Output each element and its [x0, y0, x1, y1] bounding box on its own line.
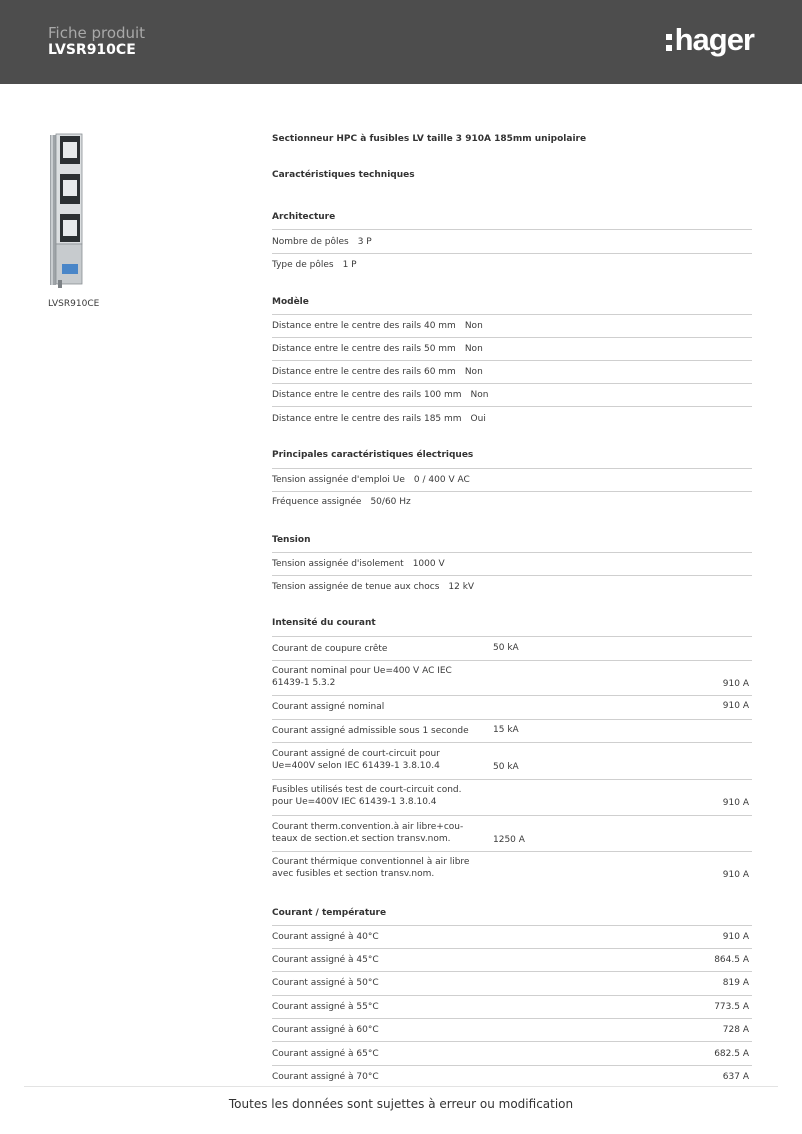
spec-label: Courant de coupure crête [272, 644, 388, 654]
section-title-temperature: Courant / température [272, 908, 752, 926]
spec-row [272, 1042, 752, 1066]
spec-value: 50/60 Hz [370, 497, 411, 507]
spec-value: 1250 A [493, 835, 525, 845]
spec-value: 637 A [722, 1072, 749, 1082]
spec-value: 3 P [357, 237, 372, 247]
spec-row [272, 696, 752, 720]
product-image [48, 132, 84, 290]
spec-value: 15 kA [493, 725, 519, 735]
section-title-modele: Modèle [272, 297, 752, 315]
tech-section-title: Caractéristiques techniques [272, 170, 415, 180]
spec-row [272, 780, 752, 816]
spec-label-line1: Courant thérmique conventionnel à air libre [272, 857, 470, 867]
spec-row [272, 852, 752, 889]
spec-value: Non [470, 390, 489, 400]
spec-label: Distance entre le centre des rails 60 mm [272, 367, 456, 377]
spec-value: 910 A [722, 870, 749, 880]
spec-row [272, 743, 752, 780]
section-title-intensite: Intensité du courant [272, 618, 752, 637]
logo-dots-icon [666, 34, 672, 51]
spec-label: Distance entre le centre des rails 50 mm [272, 344, 456, 354]
spec-row [272, 361, 752, 384]
header-bar [0, 0, 802, 84]
spec-value: 910 A [722, 798, 749, 808]
spec-row [272, 972, 752, 996]
spec-row [272, 576, 752, 600]
spec-value: 864.5 A [714, 955, 749, 965]
spec-value: 910 A [722, 701, 749, 711]
section-title-architecture: Architecture [272, 212, 752, 230]
spec-row [272, 720, 752, 743]
spec-value: 1000 V [412, 559, 445, 569]
spec-label: Distance entre le centre des rails 185 mm [272, 414, 462, 424]
spec-label: Courant assigné à 65°C [272, 1049, 379, 1059]
spec-label: Courant assigné admissible sous 1 seconde [272, 726, 469, 736]
spec-value: 0 / 400 V AC [413, 475, 470, 485]
spec-row [272, 384, 752, 407]
spec-value: Non [464, 367, 483, 377]
spec-value: Non [464, 321, 483, 331]
spec-label: Fréquence assignée [272, 497, 362, 507]
spec-label-line1: Courant nominal pour Ue=400 V AC IEC [272, 666, 452, 676]
spec-row [272, 230, 752, 254]
spec-row [272, 949, 752, 972]
spec-label: Type de pôles [272, 260, 334, 270]
spec-label-line1: Fusibles utilisés test de court-circuit cond. [272, 785, 462, 795]
spec-label: Courant assigné à 50°C [272, 978, 379, 988]
product-reference: LVSR910CE [48, 42, 136, 58]
spec-row [272, 492, 752, 516]
spec-label: Courant assigné à 70°C [272, 1072, 379, 1082]
product-title: Sectionneur HPC à fusibles LV taille 3 910A 185mm unipolaire [272, 134, 587, 144]
section-title-tension: Tension [272, 535, 752, 553]
spec-value: 50 kA [493, 643, 519, 653]
spec-row [272, 661, 752, 696]
spec-label-line2: avec fusibles et section transv.nom. [272, 869, 435, 879]
spec-row [272, 816, 752, 852]
spec-label: Courant assigné à 40°C [272, 932, 379, 942]
footer-disclaimer: Toutes les données sont sujettes à erreur ou modification [228, 1097, 574, 1111]
spec-value: Oui [470, 414, 486, 424]
spec-label-line1: Courant assigné de court-circuit pour [272, 749, 440, 759]
spec-value: Non [464, 344, 483, 354]
spec-label: Courant assigné à 60°C [272, 1025, 379, 1035]
spec-label-line2: Ue=400V selon IEC 61439-1 3.8.10.4 [272, 761, 440, 771]
spec-label: Courant assigné à 45°C [272, 955, 379, 965]
spec-label: Tension assignée de tenue aux chocs [272, 582, 440, 592]
spec-label-line1: Courant therm.convention.à air libre+cou- [272, 822, 464, 832]
spec-label-line2: pour Ue=400V IEC 61439-1 3.8.10.4 [272, 797, 437, 807]
spec-value: 910 A [722, 932, 749, 942]
spec-label: Courant assigné nominal [272, 702, 385, 712]
spec-label: Nombre de pôles [272, 237, 349, 247]
section-title-electrique: Principales caractéristiques électriques [272, 450, 752, 469]
spec-row [272, 469, 752, 492]
hager-logo [666, 22, 754, 58]
spec-value: 910 A [722, 679, 749, 689]
spec-label: Distance entre le centre des rails 40 mm [272, 321, 456, 331]
spec-value: 773.5 A [714, 1002, 749, 1012]
spec-value: 50 kA [493, 762, 519, 772]
spec-row [272, 996, 752, 1019]
spec-row [272, 926, 752, 949]
spec-label: Tension assignée d'isolement [272, 559, 404, 569]
spec-label: Tension assignée d'emploi Ue [272, 475, 405, 485]
spec-value: 819 A [722, 978, 749, 988]
doc-type: Fiche produit [48, 24, 146, 42]
spec-row [272, 407, 752, 431]
spec-row [272, 637, 752, 661]
spec-row [272, 1066, 752, 1086]
spec-value: 682.5 A [714, 1049, 749, 1059]
spec-label: Courant assigné à 55°C [272, 1002, 379, 1012]
spec-row [272, 1019, 752, 1042]
logo-text: hager [674, 22, 754, 57]
spec-value: 12 kV [448, 582, 475, 592]
spec-row [272, 254, 752, 278]
spec-row [272, 338, 752, 361]
spec-row [272, 553, 752, 576]
spec-label-line2: teaux de section.et section transv.nom. [272, 834, 451, 844]
spec-label-line2: 61439-1 5.3.2 [272, 678, 336, 688]
spec-value: 728 A [722, 1025, 749, 1035]
spec-row [272, 315, 752, 338]
image-caption: LVSR910CE [48, 299, 100, 309]
footer-divider [24, 1086, 778, 1087]
spec-value: 1 P [342, 260, 357, 270]
spec-label: Distance entre le centre des rails 100 mm [272, 390, 462, 400]
